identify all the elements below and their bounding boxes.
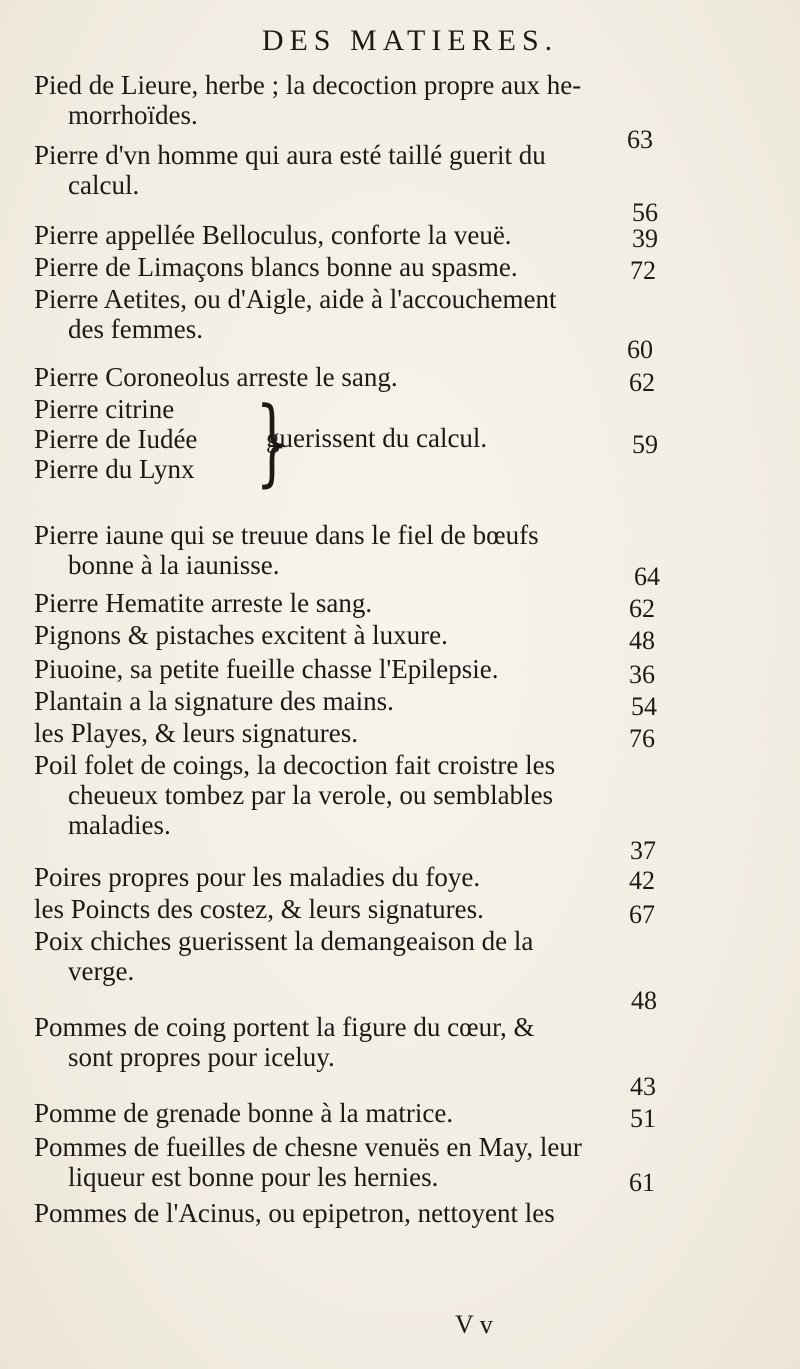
page-number: 56 [632,198,658,227]
entry-line: Pommes de l'Acinus, ou epipetron, nettoyent les [34,1198,555,1228]
index-entry [34,252,684,282]
page-number: 59 [632,430,658,459]
entry-line: Pierre Coroneolus arreste le sang. [34,362,398,392]
page-number: 61 [629,1168,655,1197]
page-number: 42 [629,866,655,895]
entry-line: Poires propres pour les maladies du foye. [34,862,481,892]
page-number: 54 [631,692,657,721]
page-number: 60 [627,335,653,364]
page-number: 36 [629,660,655,689]
index-entry [34,718,684,748]
entry-line: Pignons & pistaches excitent à luxure. [34,620,448,650]
grouping-brace: } [255,387,289,497]
entry-line: cheueux tombez par la verole, ou semblables [68,780,554,810]
index-entry [34,520,684,580]
page-number: 64 [634,562,660,591]
page-number: 63 [627,125,653,154]
entry-line: Poil folet de coings, la decoction fait croistre les [34,750,556,780]
index-entry [34,894,684,924]
index-entry [34,70,684,130]
entry-line: Piuoine, sa petite fueille chasse l'Epilepsie. [34,654,499,684]
entry-line: Pierre appellée Belloculus, conforte la veuë. [34,220,512,250]
index-entry [34,1198,684,1228]
index-entry [34,284,684,344]
entry-line: Pied de Lieure, herbe ; la decoction propre aux he- [34,70,582,100]
brace-description: guerissent du calcul. [266,423,488,453]
entry-line: Pierre du Lynx [34,454,195,484]
entry-line: Pierre citrine [34,394,175,424]
entry-line: Plantain a la signature des mains. [34,686,394,716]
entry-line: les Poincts des costez, & leurs signatures. [34,894,484,924]
entry-line: des femmes. [68,314,203,344]
page-number: 62 [629,594,655,623]
index-entry [34,926,684,986]
index-entry [34,220,684,250]
index-entry [34,140,684,200]
entry-line: Pierre iaune qui se treuue dans le fiel de bœufs [34,520,539,550]
entry-line: Pierre de Iudée [34,424,198,454]
entry-line: les Playes, & leurs signatures. [34,718,358,748]
signature-mark: V v [455,1310,493,1339]
index-entry [34,620,684,650]
entry-line: verge. [68,956,135,986]
page-number: 72 [630,256,656,285]
entry-line: Pierre Hematite arreste le sang. [34,588,373,618]
entry-line: liqueur est bonne pour les hernies. [68,1162,439,1192]
page-number: 37 [630,836,656,865]
entry-line: Pierre Aetites, ou d'Aigle, aide à l'accouchement [34,284,557,314]
entry-line: Poix chiches guerissent la demangeaison de la [34,926,534,956]
entry-line: calcul. [68,170,140,200]
index-entry [34,862,684,892]
index-entry [34,750,684,840]
index-entry [34,454,684,484]
index-entry [34,1098,684,1128]
entry-line: Pierre d'vn homme qui aura esté taillé guerit du [34,140,546,170]
entry-line: Pommes de coing portent la figure du cœur, & [34,1012,535,1042]
index-entry [34,394,684,424]
page-number: 43 [630,1072,656,1101]
index-entry [34,588,684,618]
running-header: DES MATIERES. [261,24,559,57]
page-number: 51 [630,1104,656,1133]
page-number: 76 [629,724,655,753]
index-entry [34,1012,684,1072]
page-number: 48 [629,626,655,655]
entry-line: sont propres pour iceluy. [68,1042,335,1072]
entry-line: Pommes de fueilles de chesne venuës en May, leur [34,1132,582,1162]
page-number: 62 [629,368,655,397]
page-number: 48 [631,986,657,1015]
index-entry [34,686,684,716]
index-entry [34,1132,684,1192]
entry-line: morrhoïdes. [68,100,198,130]
page-number: 67 [629,900,655,929]
page-number: 39 [632,224,658,253]
entry-line: maladies. [68,810,171,840]
entry-line: bonne à la iaunisse. [68,550,280,580]
index-entry [34,654,684,684]
entry-line: Pierre de Limaçons blancs bonne au spasme. [34,252,518,282]
index-entry [34,362,684,392]
entry-line: Pomme de grenade bonne à la matrice. [34,1098,454,1128]
